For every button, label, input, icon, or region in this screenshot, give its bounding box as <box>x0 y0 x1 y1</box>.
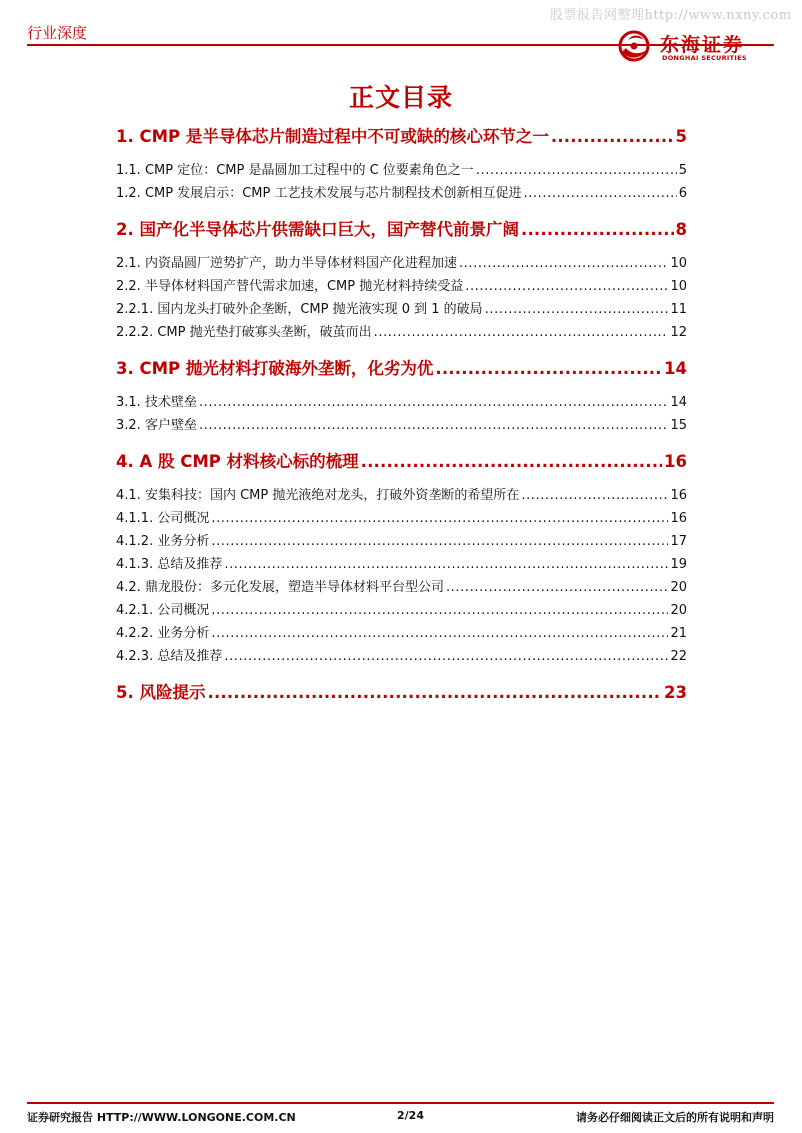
toc-entry-title: 3. CMP 抛光材料打破海外垄断，化劣为优 <box>116 359 434 378</box>
toc-dot-leader <box>476 159 677 182</box>
toc-section-entry[interactable] <box>116 391 687 414</box>
toc-dot-leader <box>374 321 669 344</box>
toc-chapter-entry[interactable] <box>116 125 687 149</box>
toc-entry-title: 2.2.1. 国内龙头打破外企垄断，CMP 抛光液实现 0 到 1 的破局 <box>116 302 483 317</box>
toc-chapter-entry[interactable] <box>116 450 687 474</box>
header-category: 行业深度 <box>27 24 88 42</box>
toc-entry-title: 4.1. 安集科技：国内 CMP 抛光液绝对龙头，打破外资垄断的希望所在 <box>116 488 520 503</box>
toc-page-number: 11 <box>670 302 687 317</box>
toc-chapter-entry[interactable] <box>116 357 687 381</box>
toc-entry-title: 5. 风险提示 <box>116 683 206 702</box>
toc-entry-title: 4.1.2. 业务分析 <box>116 534 210 549</box>
toc-section-entry[interactable] <box>116 484 687 507</box>
toc-page-number: 15 <box>670 418 687 433</box>
toc-section-entry[interactable] <box>116 530 687 553</box>
toc-entry-title: 4.2. 鼎龙股份：多元化发展，塑造半导体材料平台型公司 <box>116 580 444 595</box>
toc-dot-leader <box>224 553 668 576</box>
toc-entry-title: 2.2. 半导体材料国产替代需求加速，CMP 抛光材料持续受益 <box>116 279 464 294</box>
toc-dot-leader <box>211 599 668 622</box>
toc-dot-leader <box>459 252 669 275</box>
toc-page-number: 5 <box>675 127 687 146</box>
toc-chapter-entry[interactable] <box>116 218 687 242</box>
toc-dot-leader <box>208 681 663 705</box>
toc-page-number: 6 <box>678 186 687 201</box>
toc-entry-title: 2. 国产化半导体芯片供需缺口巨大，国产替代前景广阔 <box>116 220 519 239</box>
toc-section-entry[interactable] <box>116 159 687 182</box>
table-of-contents <box>116 122 687 715</box>
toc-entry-title: 2.2.2. CMP 抛光垫打破寡头垄断，破茧而出 <box>116 325 372 340</box>
toc-dot-leader <box>361 450 662 474</box>
toc-section-entry[interactable] <box>116 298 687 321</box>
toc-dot-leader <box>485 298 669 321</box>
toc-dot-leader <box>521 218 674 242</box>
toc-section-entry[interactable] <box>116 507 687 530</box>
toc-page-number: 16 <box>670 511 687 526</box>
donghai-logo-icon <box>614 26 656 66</box>
footer-disclaimer: 请务必仔细阅读正文后的所有说明和声明 <box>576 1111 774 1124</box>
toc-entry-title: 3.2. 客户壁垒 <box>116 418 197 433</box>
toc-section-entry[interactable] <box>116 414 687 437</box>
toc-entry-title: 3.1. 技术壁垒 <box>116 395 197 410</box>
toc-page-number: 17 <box>670 534 687 549</box>
toc-dot-leader <box>551 125 674 149</box>
toc-entry-title: 4.2.1. 公司概况 <box>116 603 210 618</box>
toc-page-number: 10 <box>670 279 687 294</box>
logo-chinese-name: 东海证券 <box>660 34 745 56</box>
toc-section-entry[interactable] <box>116 553 687 576</box>
toc-chapter-entry[interactable] <box>116 681 687 705</box>
toc-dot-leader <box>435 357 662 381</box>
toc-section-entry[interactable] <box>116 252 687 275</box>
toc-entry-title: 1.1. CMP 定位：CMP 是晶圆加工过程中的 C 位要素角色之一 <box>116 163 474 178</box>
toc-section-entry[interactable] <box>116 576 687 599</box>
toc-page-number: 23 <box>664 683 687 702</box>
logo-english-name: DONGHAI SECURITIES <box>662 54 747 62</box>
toc-page-number: 20 <box>670 580 687 595</box>
toc-entry-title: 4. A 股 CMP 材料核心标的梳理 <box>116 452 359 471</box>
footer-left: 证券研究报告 HTTP://WWW.LONGONE.COM.CN <box>27 1111 296 1124</box>
toc-page-number: 12 <box>670 325 687 340</box>
toc-section-entry[interactable] <box>116 275 687 298</box>
toc-section-entry[interactable] <box>116 182 687 205</box>
toc-page-number: 21 <box>670 626 687 641</box>
toc-entry-title: 1.2. CMP 发展启示：CMP 工艺技术发展与芯片制程技术创新相互促进 <box>116 186 522 201</box>
toc-dot-leader <box>523 182 676 205</box>
company-logo <box>614 26 779 66</box>
toc-page-number: 5 <box>678 163 687 178</box>
page-title: 正文目录 <box>348 83 453 112</box>
toc-entry-title: 1. CMP 是半导体芯片制造过程中不可或缺的核心环节之一 <box>116 127 549 146</box>
toc-dot-leader <box>211 507 668 530</box>
toc-dot-leader <box>465 275 668 298</box>
toc-dot-leader <box>521 484 668 507</box>
toc-section-entry[interactable] <box>116 599 687 622</box>
toc-page-number: 16 <box>664 452 687 471</box>
toc-page-number: 16 <box>670 488 687 503</box>
footer-divider <box>27 1102 774 1104</box>
toc-entry-title: 4.1.1. 公司概况 <box>116 511 210 526</box>
toc-page-number: 20 <box>670 603 687 618</box>
toc-entry-title: 4.2.3. 总结及推荐 <box>116 649 223 664</box>
toc-page-number: 14 <box>664 359 687 378</box>
toc-entry-title: 4.2.2. 业务分析 <box>116 626 210 641</box>
toc-page-number: 22 <box>670 649 687 664</box>
toc-section-entry[interactable] <box>116 622 687 645</box>
toc-page-number: 14 <box>670 395 687 410</box>
toc-page-number: 8 <box>675 220 687 239</box>
toc-entry-title: 2.1. 内资晶圆厂逆势扩产，助力半导体材料国产化进程加速 <box>116 256 457 271</box>
watermark: 股票报告网整理http://www.nxny.com <box>550 8 792 23</box>
toc-section-entry[interactable] <box>116 645 687 668</box>
toc-page-number: 10 <box>670 256 687 271</box>
toc-section-entry[interactable] <box>116 321 687 344</box>
toc-dot-leader <box>446 576 669 599</box>
footer-page-number: 2/24 <box>397 1109 424 1122</box>
toc-page-number: 19 <box>670 557 687 572</box>
toc-dot-leader <box>199 414 669 437</box>
toc-entry-title: 4.1.3. 总结及推荐 <box>116 557 223 572</box>
toc-dot-leader <box>199 391 669 414</box>
toc-dot-leader <box>211 530 668 553</box>
toc-dot-leader <box>224 645 668 668</box>
toc-dot-leader <box>211 622 668 645</box>
